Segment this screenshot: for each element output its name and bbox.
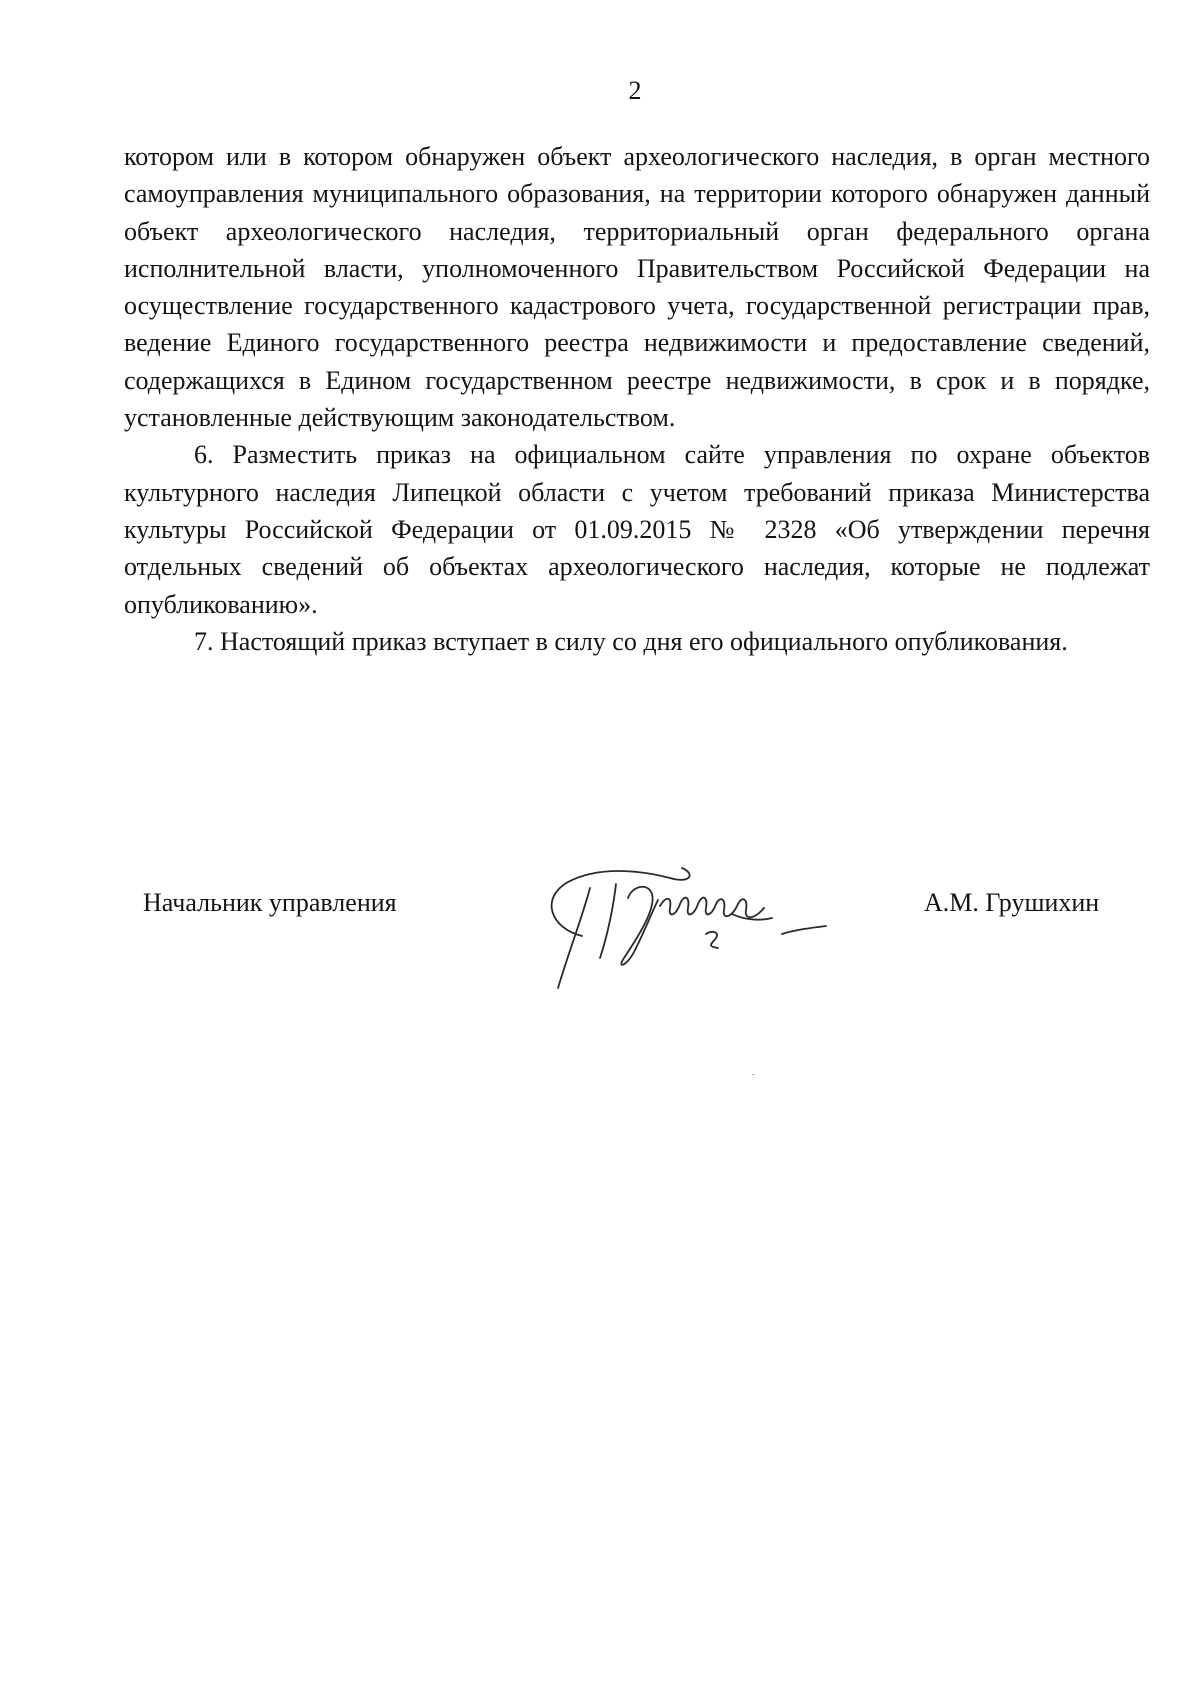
page-number: 2 bbox=[628, 76, 642, 105]
signature-block bbox=[0, 888, 1200, 1008]
paragraph-item-6: 6. Разместить приказ на официальном сайте управления по охране объектов культурного наследия Липецкой области с учетом требований приказа Министерства культуры Российской Федерации от 01.09.2015 № 2328 «Об утверждении перечня отдельных сведений об объектах археологического наследия, которые не подлежат опубликованию». bbox=[124, 440, 1150, 619]
document-body bbox=[124, 138, 1150, 660]
paragraph-continuation: котором или в котором обнаружен объект археологического наследия, в орган местного самоуправления муниципального образования, на территории которого обнаружен данный объект археологического наследия, территориальный орган федерального органа исполнительной власти, уполномоченного Правительством Российской Федерации на осуществление государственного кадастрового учета, государственной регистрации прав, ведение Единого государственного реестра недвижимости и предоставление сведений, содержащихся в Едином государственном реестре недвижимости, в срок и в порядке, установленные действующим законодательством. bbox=[124, 142, 1150, 433]
signer-name: А.М. Грушихин bbox=[924, 888, 1100, 917]
handwritten-signature bbox=[520, 838, 880, 998]
signer-position: Начальник управления bbox=[143, 888, 397, 917]
paragraph-item-7: 7. Настоящий приказ вступает в силу со дня его официального опубликования. bbox=[194, 626, 1068, 656]
scan-speck bbox=[752, 1074, 755, 1075]
